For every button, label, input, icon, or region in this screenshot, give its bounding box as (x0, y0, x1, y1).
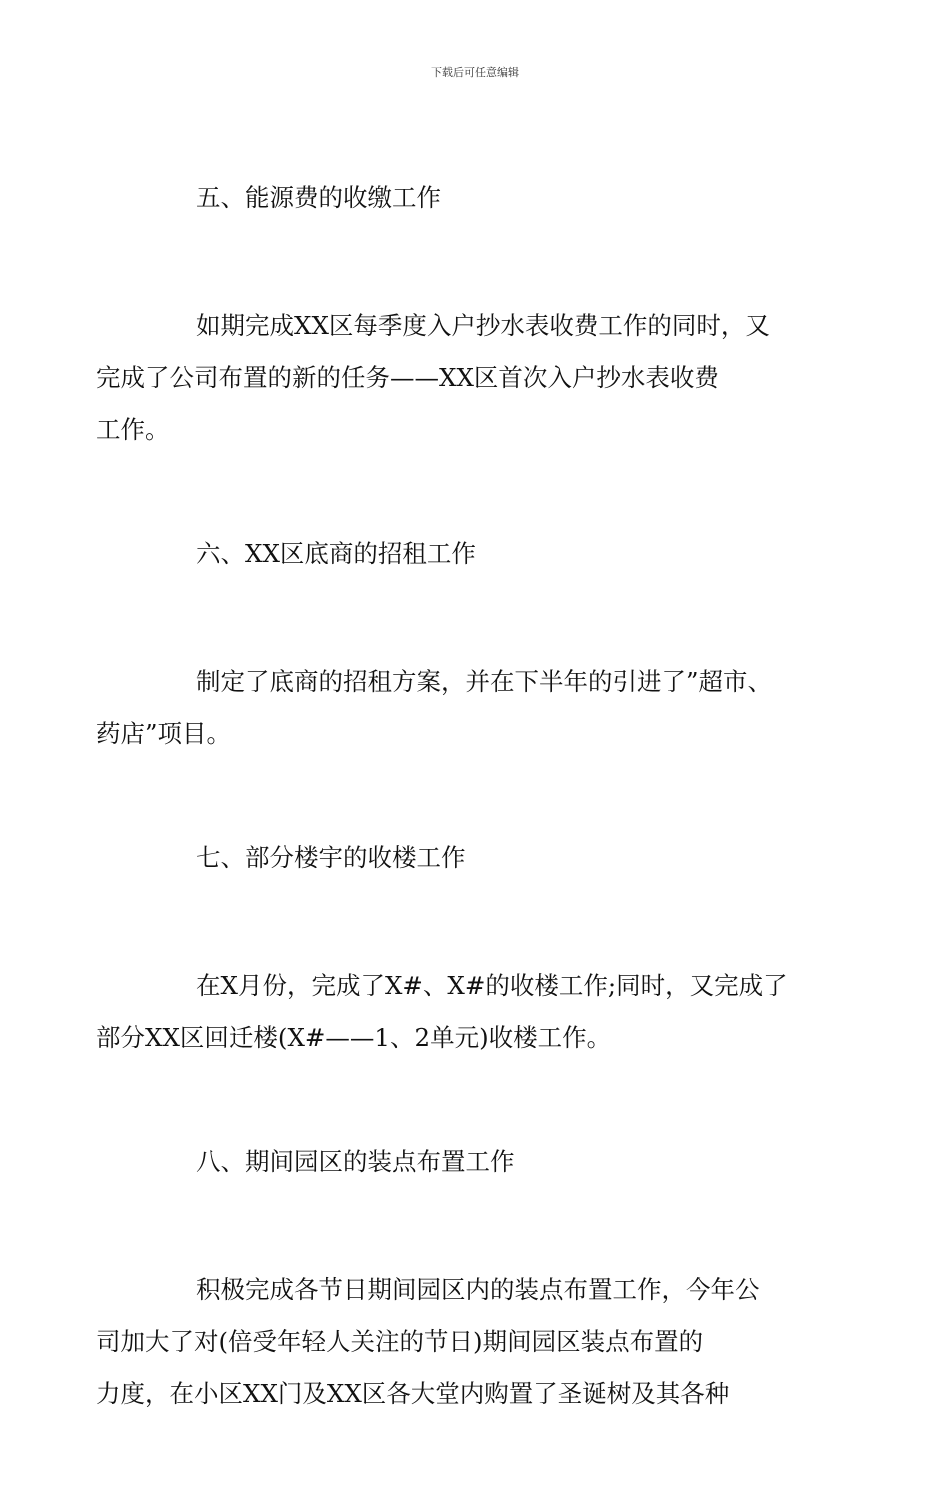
paragraph-line: 部分XX区回迁楼(X#——1、2单元)收楼工作。 (96, 1023, 612, 1052)
section-paragraph-8 (96, 1264, 810, 1420)
section-heading-5: 五、能源费的收缴工作 (196, 183, 441, 212)
section-heading-8: 八、期间园区的装点布置工作 (196, 1147, 515, 1176)
paragraph-line: 工作。 (96, 415, 170, 444)
section-paragraph-6 (96, 656, 810, 760)
section-heading-6: 六、XX区底商的招租工作 (196, 539, 476, 568)
paragraph-line: 在X月份，完成了X#、X#的收楼工作;同时，又完成了 (196, 971, 788, 1000)
paragraph-line: 司加大了对(倍受年轻人关注的节日)期间园区装点布置的 (96, 1327, 704, 1356)
section-paragraph-7 (96, 960, 810, 1064)
document-body (96, 172, 810, 1492)
paragraph-line: 药店”项目。 (96, 719, 232, 748)
paragraph-line: 力度，在小区XX门及XX区各大堂内购置了圣诞树及其各种 (96, 1379, 730, 1408)
paragraph-line: 制定了底商的招租方案，并在下半年的引进了”超市、 (196, 667, 773, 696)
section-paragraph-5 (96, 300, 810, 456)
section-heading-7: 七、部分楼宇的收楼工作 (196, 843, 466, 872)
page-header: 下载后可任意编辑 (431, 66, 519, 79)
paragraph-line: 完成了公司布置的新的任务——XX区首次入户抄水表收费 (96, 363, 719, 392)
paragraph-line: 积极完成各节日期间园区内的装点布置工作，今年公 (196, 1275, 760, 1304)
paragraph-line: 如期完成XX区每季度入户抄水表收费工作的同时，又 (196, 311, 770, 340)
